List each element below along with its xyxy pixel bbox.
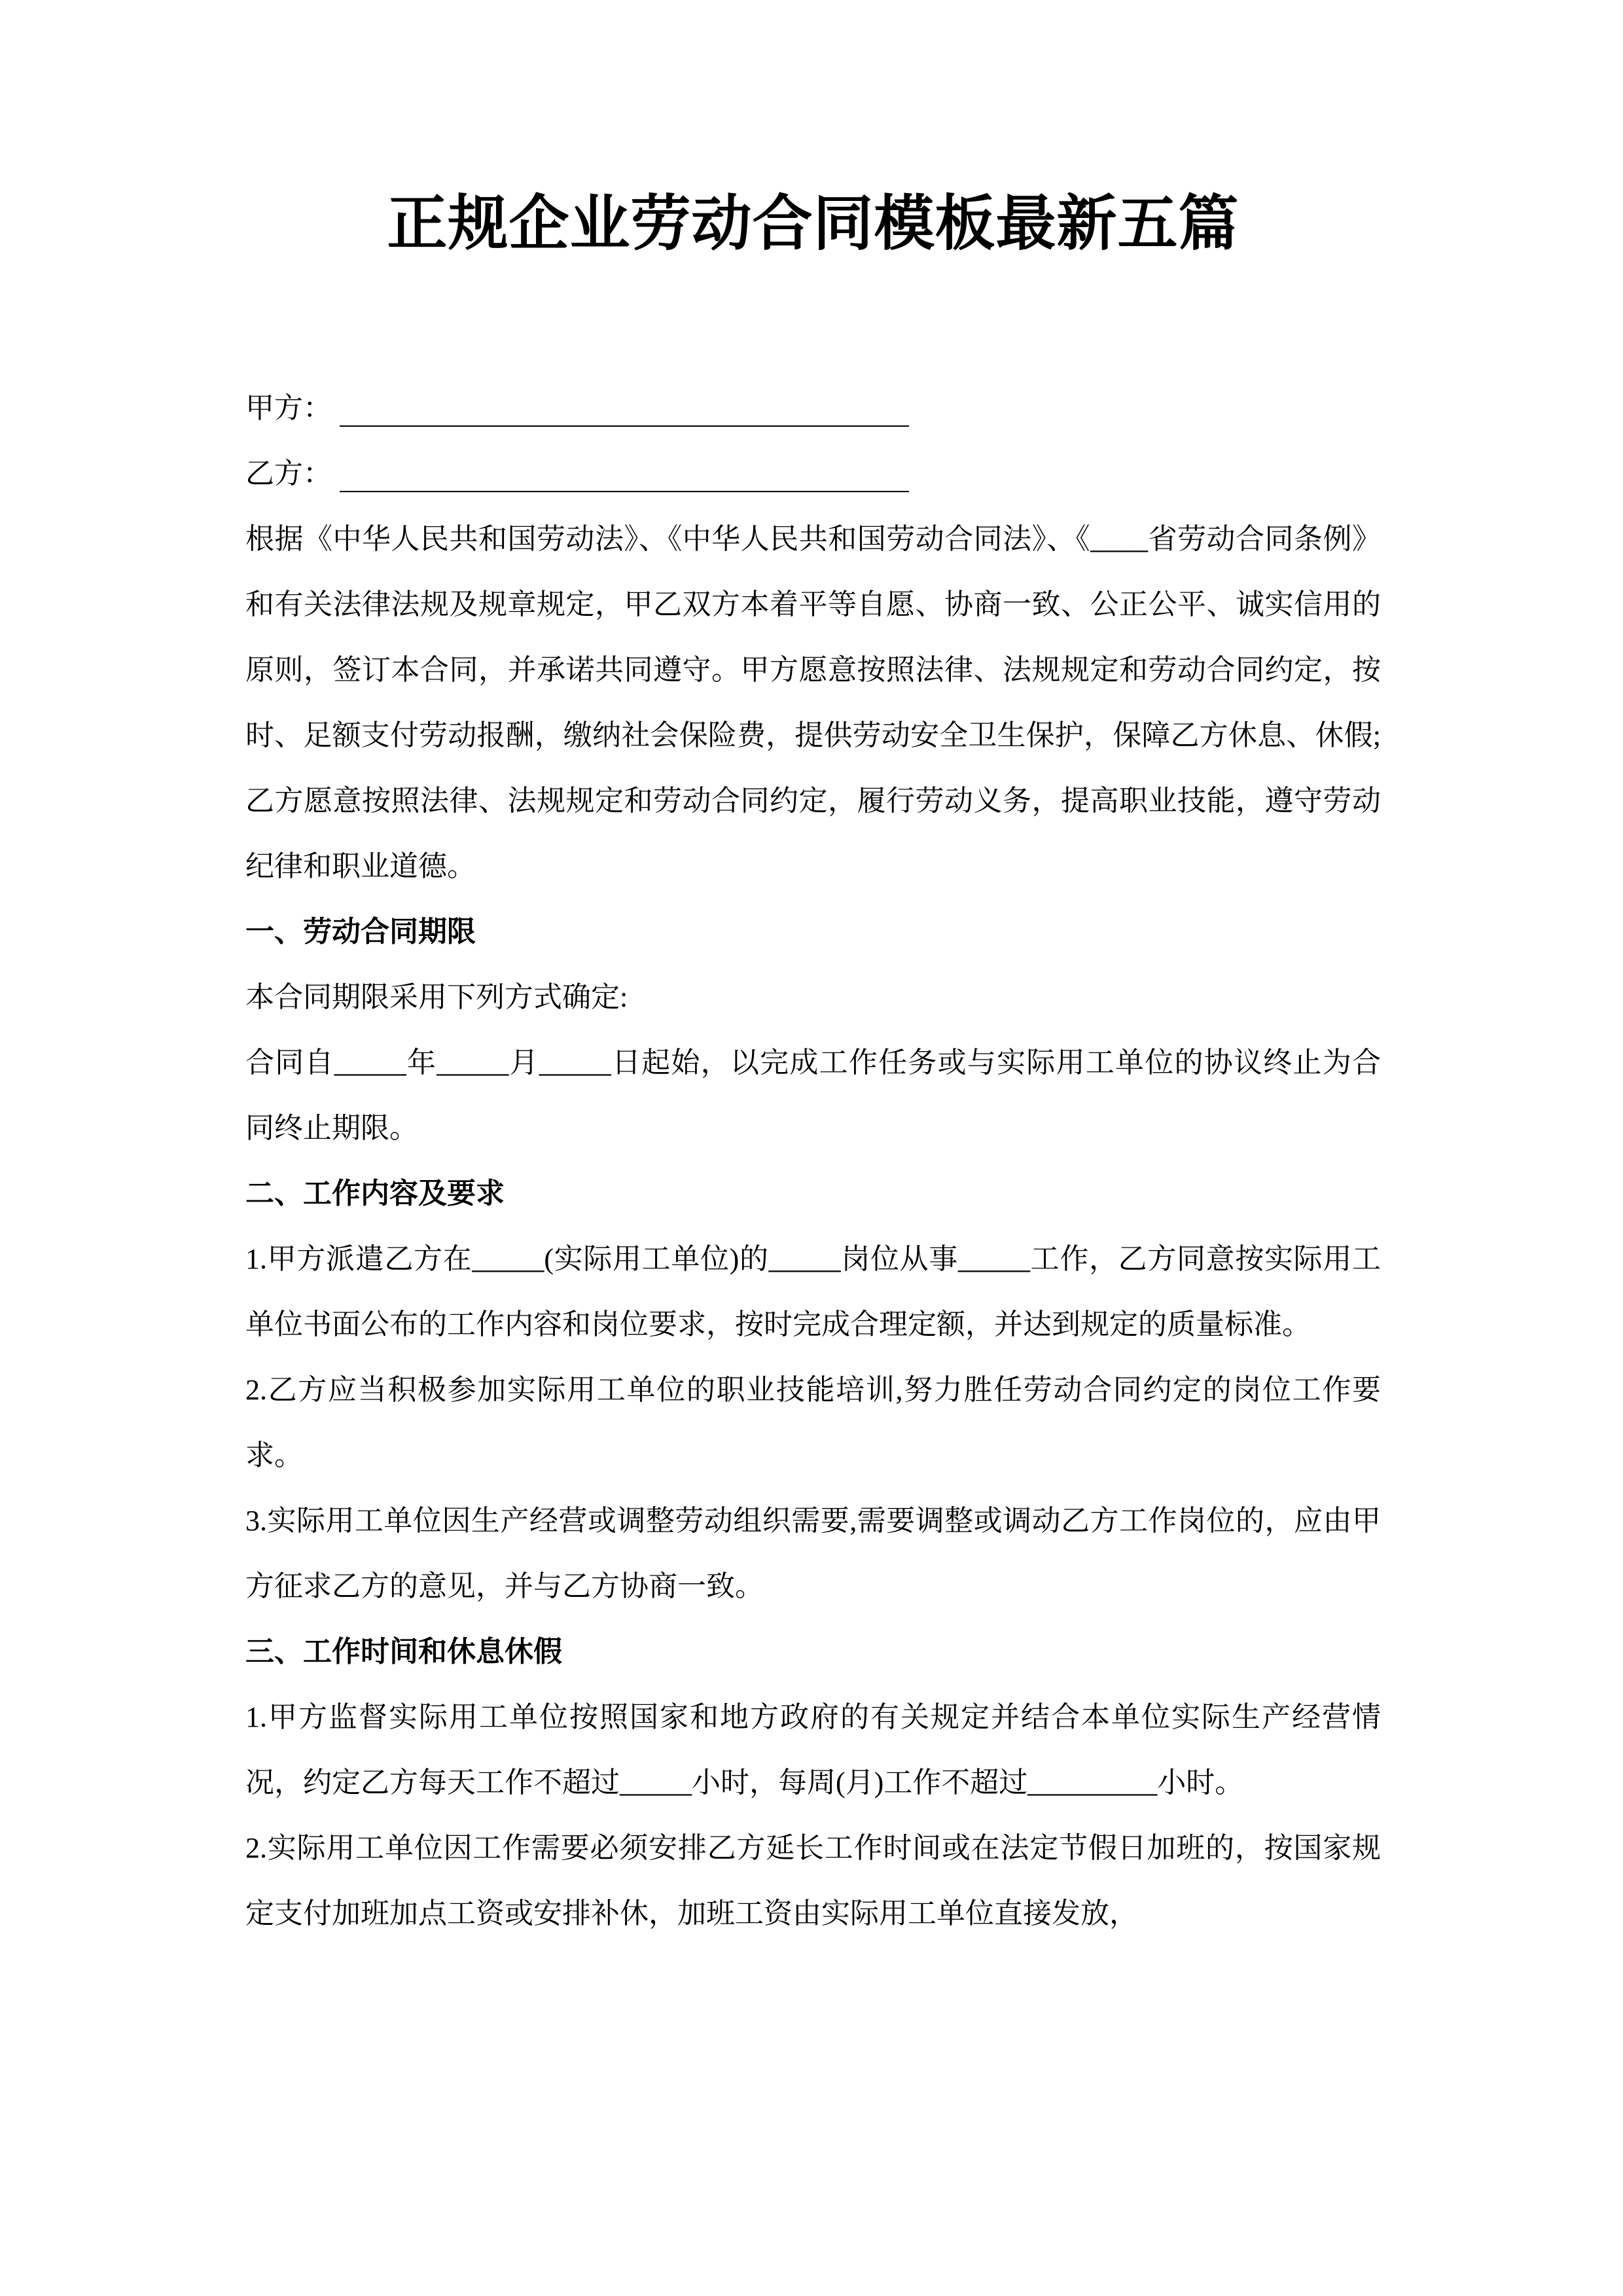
section-3-paragraph-2: 2.实际用工单位因工作需要必须安排乙方延长工作时间或在法定节假日加班的，按国家规定支付加班加点工资或安排补休，加班工资由实际用工单位直接发放， [245, 1831, 1381, 1929]
signature-fields [245, 376, 1381, 507]
party-a-row [245, 376, 1381, 441]
section-1-paragraph-1: 本合同期限采用下列方式确定: [245, 980, 628, 1013]
party-a-label: 甲方： [245, 391, 332, 424]
section-2-paragraph-3: 3.实际用工单位因生产经营或调整劳动组织需要,需要调整或调动乙方工作岗位的，应由甲方征求乙方的意见，并与乙方协商一致。 [245, 1504, 1381, 1602]
section-heading-2: 二、工作内容及要求 [245, 1177, 505, 1210]
document-body [245, 0, 1381, 1946]
section-heading-1: 一、劳动合同期限 [245, 915, 476, 948]
preamble-paragraph: 根据《中华人民共和国劳动法》、《中华人民共和国劳动合同法》、《____省劳动合同条例》和有关法律法规及规章规定，甲乙双方本着平等自愿、协商一致、公正公平、诚实信用的原则，签订本合同，并承诺共同遵守。甲方愿意按照法律、法规规定和劳动合同约定，按时、足额支付劳动报酬，缴纳社会保险费，提供劳动安全卫生保护，保障乙方休息、休假;乙方愿意按照法律、法规规定和劳动合同约定，履行劳动义务，提高职业技能，遵守劳动纪律和职业道德。 [245, 522, 1381, 882]
party-b-row [245, 441, 1381, 507]
party-b-label: 乙方： [245, 457, 332, 490]
section-2-paragraph-1: 1.甲方派遣乙方在_____(实际用工单位)的_____岗位从事_____工作，乙方同意按实际用工单位书面公布的工作内容和岗位要求，按时完成合理定额，并达到规定的质量标准。 [245, 1242, 1381, 1340]
section-heading-3: 三、工作时间和休息休假 [245, 1635, 562, 1668]
party-a-input-line[interactable] [340, 425, 909, 427]
page-title: 正规企业劳动合同模板最新五篇 [387, 190, 1240, 257]
section-2-paragraph-2: 2.乙方应当积极参加实际用工单位的职业技能培训,努力胜任劳动合同约定的岗位工作要求。 [245, 1373, 1381, 1471]
section-3-paragraph-1: 1.甲方监督实际用工单位按照国家和地方政府的有关规定并结合本单位实际生产经营情况，约定乙方每天工作不超过_____小时，每周(月)工作不超过_________小时。 [245, 1700, 1381, 1799]
section-1-paragraph-2: 合同自_____年_____月_____日起始，以完成工作任务或与实际用工单位的协议终止为合同终止期限。 [245, 1046, 1381, 1144]
party-b-input-line[interactable] [340, 491, 909, 492]
